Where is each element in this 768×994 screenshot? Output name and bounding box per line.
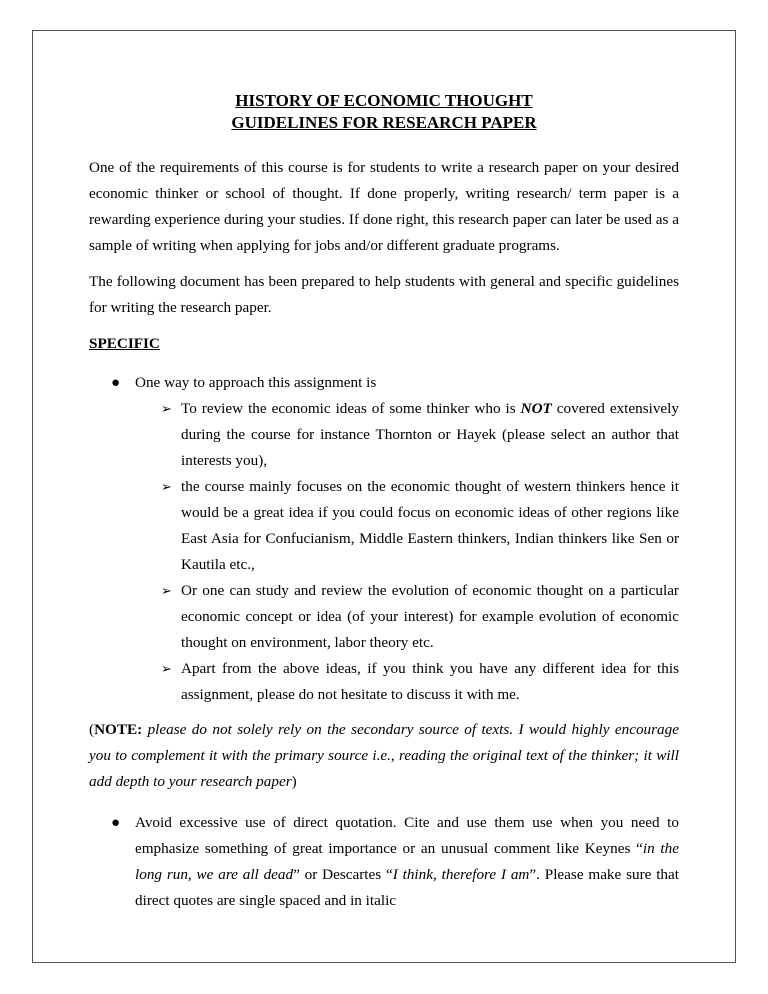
sub-item-other-regions xyxy=(135,474,679,578)
bullet-item-quotations xyxy=(89,810,679,914)
arrow-bullet-icon: ➢ xyxy=(161,401,172,416)
quote-guideline-text: ”. Please make sure that direct quotes are single spaced and in italic xyxy=(135,866,679,909)
sub-item-text: Apart from the above ideas, if you think you have any different idea for this assignment, please do not hesitate to discuss it with me. xyxy=(181,660,679,703)
sub-item-text: Or one can study and review the evolution of economic thought on a particular economic concept or idea (of your interest) for example evolution of economic thought on environment, labor theory etc. xyxy=(181,582,679,651)
document-title xyxy=(89,90,679,134)
note-text: please do not solely rely on the secondary source of texts. I would highly encourage you to complement it with the primary source i.e., reading the original text of the thinker; it will add depth to your research paper xyxy=(89,721,679,790)
descartes-quote: I think, therefore I am xyxy=(392,866,530,883)
title-line-1: HISTORY OF ECONOMIC THOUGHT xyxy=(235,91,533,110)
intro-paragraph-1: One of the requirements of this course is for students to write a research paper on your desired economic thinker or school of thought. If done properly, writing research/ term paper is a rewarding experience during your studies. If done right, this research paper can later be used as a sample of writing when applying for jobs and/or different graduate programs. xyxy=(89,159,679,254)
arrow-bullet-icon: ➢ xyxy=(161,661,172,676)
quote-guideline-text: ” or Descartes “ xyxy=(293,866,393,883)
title-line-2: GUIDELINES FOR RESEARCH PAPER xyxy=(231,113,537,132)
arrow-bullet-icon: ➢ xyxy=(161,479,172,494)
note-paragraph xyxy=(89,717,679,795)
sub-item-text: To review the economic ideas of some thinker who is xyxy=(181,400,521,417)
bullet-label: One way to approach this assignment is xyxy=(135,374,377,391)
bullet-icon: ● xyxy=(111,815,121,831)
intro-paragraph-2: The following document has been prepared to help students with general and specific guidelines for writing the research paper. xyxy=(89,273,679,316)
note-open-paren: ( xyxy=(89,721,95,738)
sub-item-evolution xyxy=(135,578,679,656)
sub-item-review-thinker xyxy=(135,396,679,474)
bullet-item-approach xyxy=(89,370,679,708)
sub-list xyxy=(135,396,679,708)
emphasis-not: NOT xyxy=(520,400,552,417)
section-heading-specific: SPECIFIC xyxy=(89,335,160,352)
note-close-paren: ) xyxy=(291,773,297,790)
sub-item-text: the course mainly focuses on the economic thought of western thinkers hence it would be a great idea if you could focus on economic ideas of other regions like East Asia for Confucianism, Middle Eastern thinkers, Indian thinkers like Sen or Kautila etc., xyxy=(181,478,679,573)
sub-item-different-idea xyxy=(135,656,679,708)
note-label: NOTE: xyxy=(94,721,143,738)
quote-guideline-text: Avoid excessive use of direct quotation. Cite and use them use when you need to emphasize something of great importance or an unusual comment like Keynes “ xyxy=(135,814,679,857)
bullet-icon: ● xyxy=(111,375,121,391)
arrow-bullet-icon: ➢ xyxy=(161,583,172,598)
document-body xyxy=(89,90,679,914)
keynes-quote: in the long run, we are all dead xyxy=(135,840,679,883)
sub-item-text: covered extensively during the course for instance Thornton or Hayek (please select an author that interests you), xyxy=(181,400,679,469)
